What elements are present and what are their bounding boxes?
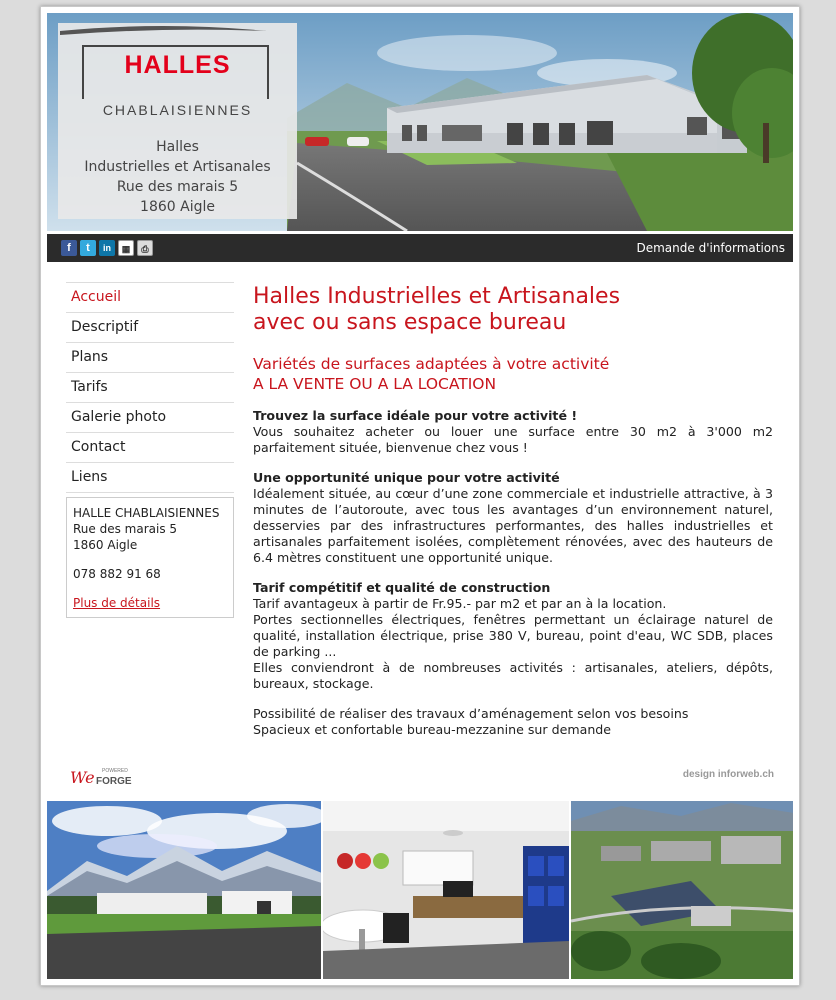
section-pricing-line: Portes sectionnelles électriques, fenêtres permettant un éclairage naturel de qualité, installation électrique, prise 380 V, bureau, point d'eau, WC SDB, places de parking ... [253, 612, 773, 659]
sidebar-menu [66, 282, 234, 493]
facebook-icon[interactable]: f [61, 240, 77, 256]
contact-name: HALLE CHABLAISIENNES [73, 506, 220, 520]
page-subtitle-line2: A LA VENTE OU A LA LOCATION [253, 375, 497, 393]
menu-item-plans[interactable]: Plans [66, 343, 234, 373]
section-pricing-line: Elles conviendront à de nombreuses activités : artisanales, ateliers, dépôts, bureaux, stockage. [253, 660, 773, 691]
section-opportunity [253, 470, 773, 566]
section-pricing-line: Tarif avantageux à partir de Fr.95.- par m2 et par an à la location. [253, 596, 667, 611]
social-icons [61, 240, 153, 256]
logo-box [58, 23, 297, 219]
powered-brand: FORGE [96, 776, 132, 787]
page-title-line1: Halles Industrielles et Artisanales [253, 284, 621, 309]
contact-city: 1860 Aigle [73, 538, 138, 552]
section-options-line: Possibilité de réaliser des travaux d’aménagement selon vos besoins [253, 706, 689, 721]
more-details-link[interactable]: Plus de détails [73, 596, 161, 610]
request-info-link[interactable]: Demande d'informations [636, 241, 785, 255]
logo-subtitle: CHABLAISIENNES [102, 102, 253, 118]
photo-office-interior [323, 801, 568, 979]
menu-item-contact[interactable]: Contact [66, 433, 234, 463]
section-surface-text: Vous souhaitez acheter ou louer une surface entre 30 m2 à 3'000 m2 parfaitement située, bienvenue chez vous ! [253, 424, 773, 455]
header-address-line: Industrielles et Artisanales [84, 159, 271, 175]
photo-aerial-view [571, 801, 793, 979]
section-options [253, 706, 773, 738]
section-surface-heading: Trouvez la surface idéale pour votre activité ! [253, 408, 578, 423]
menu-item-accueil[interactable]: Accueil [66, 283, 234, 313]
contact-street: Rue des marais 5 [73, 522, 178, 536]
sidebar [66, 282, 234, 618]
header-banner [47, 13, 793, 231]
main-content [253, 284, 773, 738]
photo-halls-mountains [47, 801, 321, 979]
header-address-line: 1860 Aigle [140, 199, 215, 215]
section-options-line: Spacieux et confortable bureau-mezzanine sur demande [253, 722, 612, 737]
section-opportunity-text: Idéalement située, au cœur d’une zone commerciale et industrielle attractive, à 3 minutes de l’autoroute, avec tous les avantages d’un environnement naturel, desservies par des infrastructures performantes, des halles industrielles et artisanales parfaitement isolées, complètement rénovées, avec des hauteurs de 6.4 mètres constituent une opportunité unique. [253, 486, 773, 565]
page-subtitle [253, 354, 773, 394]
page [40, 6, 800, 986]
powered-by-webforge-logo[interactable] [66, 763, 146, 789]
powered-label: POWERED [102, 768, 128, 774]
header-address-line: Halles [156, 139, 199, 155]
section-surface [253, 408, 773, 456]
menu-item-galerie-photo[interactable]: Galerie photo [66, 403, 234, 433]
print-icon[interactable]: ⎙ [137, 240, 153, 256]
section-opportunity-heading: Une opportunité unique pour votre activité [253, 470, 560, 485]
logo-swoosh [58, 23, 269, 39]
svg-text:We: We [70, 768, 95, 787]
linkedin-icon[interactable]: in [99, 240, 115, 256]
page-subtitle-line1: Variétés de surfaces adaptées à votre activité [253, 355, 610, 373]
contact-phone: 078 882 91 68 [73, 567, 161, 581]
twitter-icon[interactable]: t [80, 240, 96, 256]
page-title [253, 284, 773, 336]
page-title-line2: avec ou sans espace bureau [253, 310, 567, 335]
photo-strip [47, 801, 793, 979]
section-pricing-heading: Tarif compétitif et qualité de construction [253, 580, 551, 595]
menu-item-tarifs[interactable]: Tarifs [66, 373, 234, 403]
logo-title: HALLES [124, 51, 231, 79]
menu-item-liens[interactable]: Liens [66, 463, 234, 493]
section-pricing [253, 580, 773, 692]
contact-box [66, 497, 234, 618]
top-bar [47, 234, 793, 262]
qr-code-icon[interactable]: ▦ [118, 240, 134, 256]
menu-item-descriptif[interactable]: Descriptif [66, 313, 234, 343]
header-address [58, 137, 297, 217]
design-credit[interactable]: design inforweb.ch [682, 769, 774, 780]
header-address-line: Rue des marais 5 [116, 179, 239, 195]
